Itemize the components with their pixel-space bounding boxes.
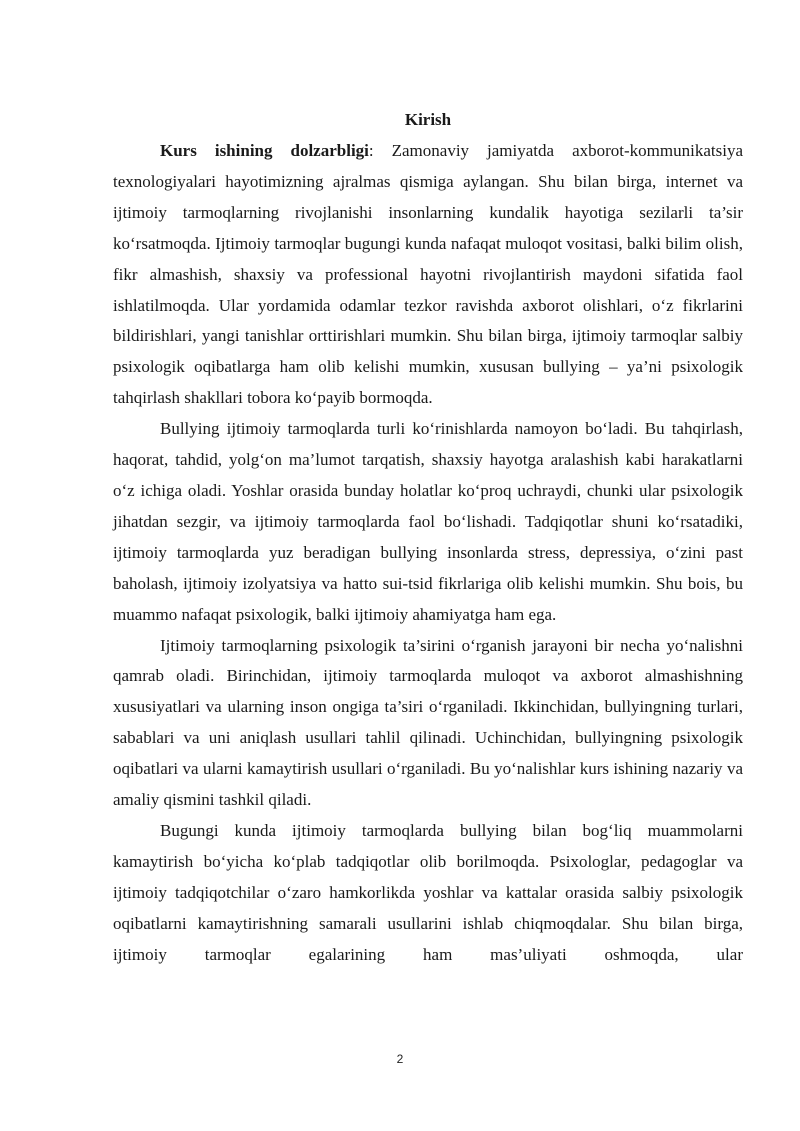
paragraph-lead: Kurs ishining dolzarbligi [160, 141, 369, 160]
paragraph-bullying [113, 414, 743, 630]
paragraph-research-directions [113, 631, 743, 816]
paragraph-text: : Zamonaviy jamiyatda axborot-kommunikatsiya texnologiyalari hayotimizning ajralmas qismiga aylangan. Shu bilan birga, internet va ijtimoiy tarmoqlarning rivojlanishi insonlarning kundalik hayotiga sezilarli ta’sir ko‘rsatmoqda. Ijtimoiy tarmoqlar bugungi kunda nafaqat muloqot vositasi, balki bilim olish, fikr almashish, shaxsiy va professional hayotni rivojlantirish maydoni sifatida faol ishlatilmoqda. Ular yordamida odamlar tezkor ravishda axborot olishlari, o‘z fikrlarini bildirishlari, yangi tanishlar orttirishlari mumkin. Shu bilan birga, ijtimoiy tarmoqlar salbiy psixologik oqibatlarga ham olib kelishi mumkin, xususan bullying – ya’ni psixologik tahqirlash shakllari tobora ko‘payib bormoqda. [113, 141, 743, 408]
document-title: Kirish [404, 110, 452, 129]
paragraph-current-research [113, 816, 743, 971]
paragraph-text: Bullying ijtimoiy tarmoqlarda turli ko‘rinishlarda namoyon bo‘ladi. Bu tahqirlash, haqorat, tahdid, yolg‘on ma’lumot tarqatish, shaxsiy hayotga aralashish kabi harakatlarni o‘z ichiga oladi. Yoshlar orasida bunday holatlar ko‘proq uchraydi, chunki ular psixologik jihatdan sezgir, va ijtimoiy tarmoqlarda faol bo‘lishadi. Tadqiqotlar shuni ko‘rsatadiki, ijtimoiy tarmoqlarda yuz beradigan bullying insonlarda stress, depressiya, o‘zini past baholash, ijtimoiy izolyatsiya va hatto sui-tsid fikrlariga olib kelishi mumkin. Shu bois, bu muammo nafaqat psixologik, balki ijtimoiy ahamiyatga ham ega. [113, 419, 743, 624]
paragraph-relevance [113, 136, 743, 414]
paragraph-text: Ijtimoiy tarmoqlarning psixologik ta’sirini o‘rganish jarayoni bir necha yo‘nalishni qamrab oladi. Birinchidan, ijtimoiy tarmoqlarda muloqot va axborot almashishning xususiyatlari va ularning inson ongiga ta’siri o‘rganiladi. Ikkinchidan, bullyingning turlari, sabablari va uni aniqlash usullari tahlil qilinadi. Uchinchidan, bullyingning psixologik oqibatlari va ularni kamaytirish usullari o‘rganiladi. Bu yo‘nalishlar kurs ishining nazariy va amaliy qismini tashkil qiladi. [113, 635, 743, 810]
document-page [113, 104, 743, 970]
page-number: 2 [396, 1052, 404, 1066]
paragraph-text: Bugungi kunda ijtimoiy tarmoqlarda bullying bilan bog‘liq muammolarni kamaytirish bo‘yicha ko‘plab tadqiqotlar olib borilmoqda. Psixologlar, pedagoglar va ijtimoiy tadqiqotchilar o‘zaro hamkorlikda yoshlar va kattalar orasida salbiy psixologik oqibatlarni kamaytirishning samarali usullarini ishlab chiqmoqdalar. Shu bilan birga, ijtimoiy tarmoqlar egalarining ham mas’uliyati oshmoqda, ular [113, 820, 743, 964]
